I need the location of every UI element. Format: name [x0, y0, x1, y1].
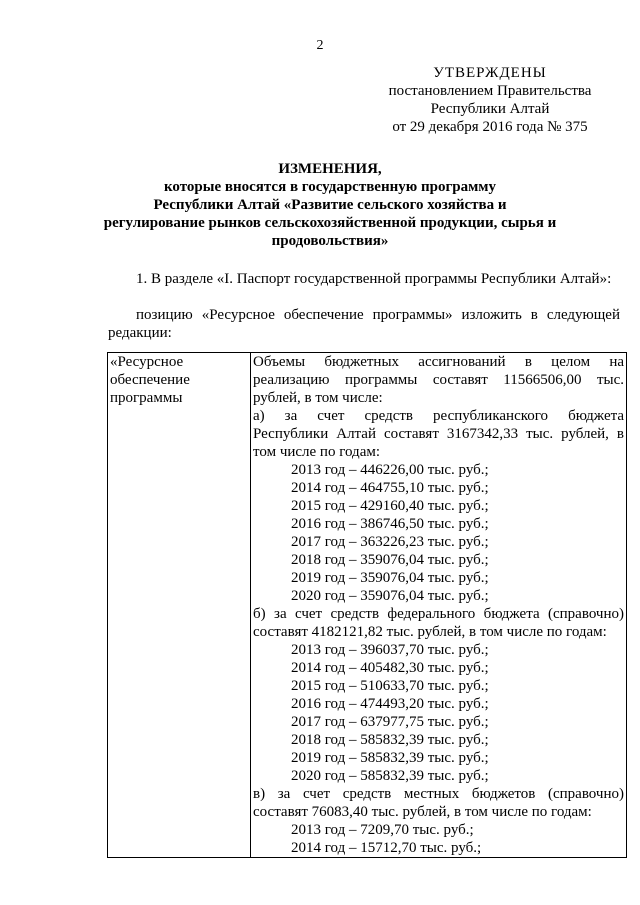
heading-line: продовольствия» [271, 233, 389, 249]
year-line: 2019 год – 359076,04 тыс. руб.; [291, 570, 489, 586]
heading-line: которые вносятся в государственную программу [163, 179, 497, 195]
heading-title: ИЗМЕНЕНИЯ, [278, 161, 382, 177]
heading-line: регулирование рынков сельскохозяйственной продукции, сырья и [103, 215, 557, 231]
table-text-line: в) за счет средств местных бюджетов (справочно) [253, 786, 624, 802]
year-line: 2016 год – 474493,20 тыс. руб.; [291, 696, 489, 712]
page-number: 2 [316, 38, 324, 53]
table-text-line: а) за счет средств республиканского бюджета [253, 408, 624, 424]
table-text-line: Объемы бюджетных ассигнований в целом на [253, 354, 624, 370]
year-line: 2013 год – 7209,70 тыс. руб.; [291, 822, 474, 838]
approval-line: постановлением Правительства [388, 83, 592, 99]
year-line: 2020 год – 585832,39 тыс. руб.; [291, 768, 489, 784]
year-line: 2016 год – 386746,50 тыс. руб.; [291, 516, 489, 532]
year-line: 2015 год – 510633,70 тыс. руб.; [291, 678, 489, 694]
document-heading [40, 160, 620, 250]
year-line: 2020 год – 359076,04 тыс. руб.; [291, 588, 489, 604]
year-line: 2013 год – 446226,00 тыс. руб.; [291, 462, 489, 478]
year-line: 2018 год – 359076,04 тыс. руб.; [291, 552, 489, 568]
table-content-cell [251, 353, 627, 858]
table-text-line: составят 76083,40 тыс. рублей, в том числе по годам: [253, 804, 592, 820]
year-line: 2015 год – 429160,40 тыс. руб.; [291, 498, 489, 514]
year-line: 2019 год – 585832,39 тыс. руб.; [291, 750, 489, 766]
table-text-line: том числе по годам: [253, 444, 381, 460]
year-line: 2014 год – 15712,70 тыс. руб.; [291, 840, 482, 856]
year-line: 2018 год – 585832,39 тыс. руб.; [291, 732, 489, 748]
year-line: 2014 год – 405482,30 тыс. руб.; [291, 660, 489, 676]
year-line: 2017 год – 363226,23 тыс. руб.; [291, 534, 489, 550]
table-row [108, 353, 627, 858]
table-text-line: составят 4182121,82 тыс. рублей, в том числе по годам: [253, 624, 607, 640]
year-line: 2014 год – 464755,10 тыс. руб.; [291, 480, 489, 496]
approval-line: от 29 декабря 2016 года № 375 [392, 119, 588, 135]
table-label-cell: «Ресурсное обеспечение программы [108, 353, 251, 858]
table-text-line: б) за счет средств федерального бюджета (справочно) [253, 606, 624, 622]
table-text-line: реализацию программы составят 11566506,00 тыс. [253, 372, 624, 388]
approval-block [360, 64, 620, 136]
year-line: 2017 год – 637977,75 тыс. руб.; [291, 714, 489, 730]
approval-title: УТВЕРЖДЕНЫ [433, 65, 547, 81]
year-line: 2013 год – 396037,70 тыс. руб.; [291, 642, 489, 658]
paragraph-section-reference: 1. В разделе «I. Паспорт государственной программы Республики Алтай»: [136, 271, 612, 287]
table-text-line: рублей, в том числе: [253, 390, 383, 406]
approval-line: Республики Алтай [430, 101, 550, 117]
resource-table [107, 352, 627, 858]
paragraph-position-statement: позицию «Ресурсное обеспечение программы» изложить в следующей редакции: [108, 307, 620, 341]
table-text-line: Республики Алтай составят 3167342,33 тыс. рублей, в [253, 426, 624, 442]
heading-line: Республики Алтай «Развитие сельского хозяйства и [153, 197, 507, 213]
